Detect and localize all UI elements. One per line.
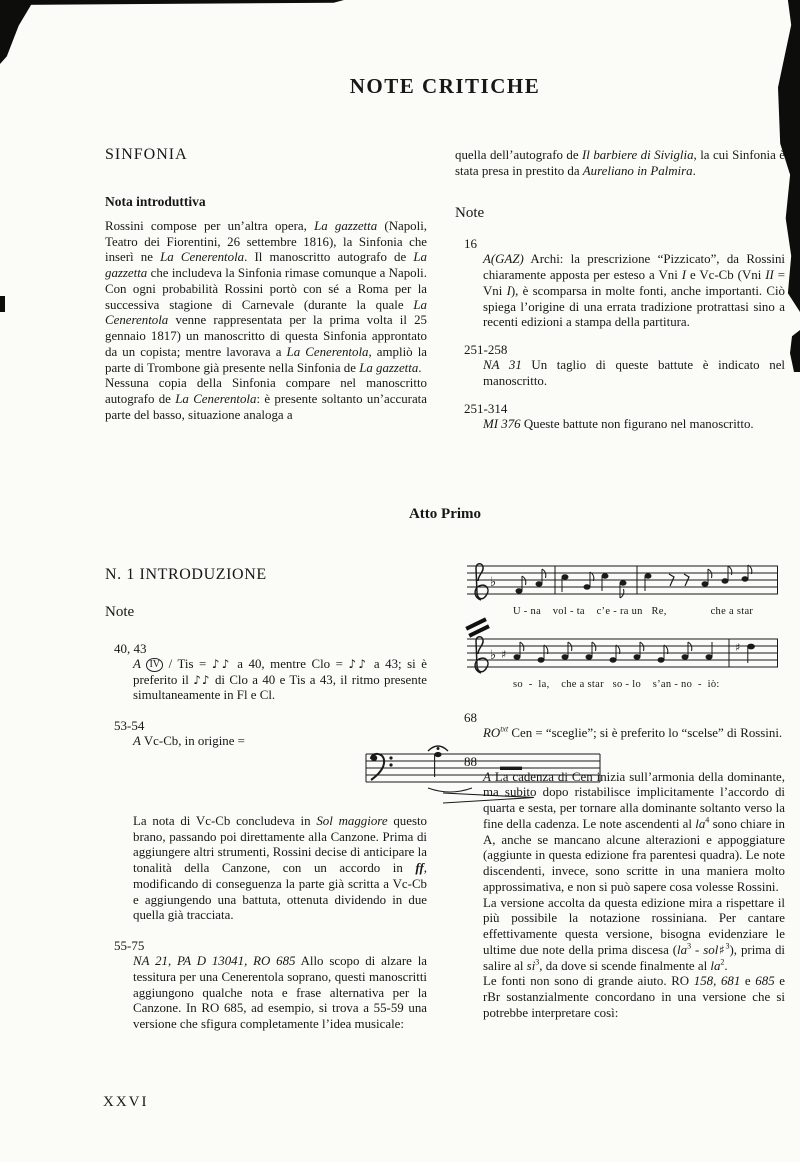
note-entry-68 — [455, 710, 785, 742]
n1-heading: N. 1 INTRODUZIONE — [105, 566, 267, 583]
note-body: A Vc-Cb, in origine = — [133, 734, 245, 749]
note-body: NA 31 Un taglio di queste battute è indicato nel manoscritto. — [483, 358, 785, 388]
note-body-continued: Le fonti non sono di grande aiuto. RO 158, 681 e 685 e rBr sostanzialmente concordano in una versione che si potrebbe interpretare così: — [483, 974, 786, 1020]
lyrics-line-1: U - na vol - ta c’e - ra un Re, che a star — [513, 606, 754, 617]
note-entry-251-314 — [455, 401, 785, 433]
bass-clef-icon — [371, 754, 393, 780]
note-ref: 251-258 — [464, 342, 508, 358]
n1-notes-heading: Note — [105, 604, 135, 620]
sinfonia-intro-paragraph-2: Nessuna copia della Sinfonia compare nel manoscritto autografo de La Cenerentola: è presente soltanto un’accurata parte del basso, situazione analoga a — [105, 376, 427, 422]
note-entry-40-43 — [105, 641, 427, 704]
note-body: A IV / Tis = ♪♪ a 40, mentre Clo = ♪♪ a 43; si è preferito il ♪♪ di Clo a 40 e Tis a 43, il ritmo presente simultaneamente in Fl e Cl. — [133, 657, 428, 703]
sinfonia-left-column — [105, 146, 427, 424]
vc-cb-paragraph: La nota di Vc-Cb concludeva in Sol maggiore questo brano, passando poi direttamente alla Canzone. Prima di aggiungere altri strumenti, Rossini decise di anticipare la tonalità della Canzone, con un accordo in ff, modificando di conseguenza la parte già scritta a Vc-Cb e aggiungendo una battuta, ottenuta dividendo in due quella già tracciata. — [133, 813, 427, 923]
note-entry-16 — [455, 236, 785, 331]
note-body: NA 21, PA D 13041, RO 685 Allo scopo di alzare la tessitura per una Cenerentola soprano, questi manoscritti aggiungono qualche nota e frase alternativa per la Canzone. In RO 685, ad esempio, si trova a 55-59 una versione che sfigura completamente l’idea musicale: — [133, 954, 427, 1032]
svg-text:♯: ♯ — [501, 648, 507, 661]
svg-text:♭: ♭ — [490, 648, 497, 663]
svg-text:♯: ♯ — [735, 641, 741, 654]
note-entry-88 — [455, 754, 785, 1022]
note-ref: 16 — [464, 236, 477, 252]
note-ref: 55-75 — [114, 938, 145, 954]
sinfonia-right-column — [455, 148, 785, 432]
scan-artifact-right-blob — [790, 330, 800, 372]
sinfonia-heading: SINFONIA — [105, 146, 188, 163]
scan-artifact-left-nub — [0, 296, 5, 312]
note-entry-55-75 — [105, 938, 427, 1033]
note-ref: 88 — [464, 753, 477, 769]
vocal-staff-1 — [467, 560, 779, 606]
note-entry-251-258 — [455, 342, 785, 389]
note-ref: 53-54 — [114, 718, 145, 734]
note-body-continued: La versione accolta da questa edizione mira a rispettare il più possibile la notazione rossiniana. Per cantare effettivamente questa versione, bisogna evidenziare le ultime due note della prima discesa ($la^3$ - sol♯$^3$), prima di salire al $si^3$, da dove si scende finalmente al $la^2$. — [483, 895, 785, 973]
nota-introduttiva-heading: Nota introduttiva — [105, 194, 206, 209]
scan-artifact-top-left-corner — [0, 0, 34, 64]
note-body: MI 376 Queste battute non figurano nel manoscritto. — [483, 416, 754, 431]
note-ref: 251-314 — [464, 400, 508, 416]
note-ref: 40, 43 — [114, 641, 147, 656]
system-separator-mark — [465, 622, 495, 642]
lyrics-line-2: so - la, che a star so - lo s’an - no - iò: — [513, 679, 720, 690]
atto-primo-heading: Atto Primo — [408, 506, 482, 522]
scan-artifact-top-edge — [0, 0, 344, 5]
sinfonia-intro-paragraph-1: Rossini compose per un’altra opera, La gazzetta (Napoli, Teatro dei Fiorentini, 26 settembre 1816), la Sinfonia che inserì ne La Cenerentola. Il manoscritto autografo de La gazzetta che includeva la Sinfonia rimase comunque a Napoli. Con ogni probabilità Rossini portò con sé a Roma per la successiva stagione di Carnevale (durante la quale La Cenerentola venne rappresentata per la prima volta il 25 gennaio 1817) un manoscritto di questa Sinfonia approntato da un copista; mentre lavorava a La Cenerentola, ampliò la parte di Trombone già presente nella Sinfonia de La gazzetta. — [105, 219, 428, 375]
page-title: NOTE CRITICHE — [349, 74, 541, 98]
treble-clef-icon — [475, 564, 488, 600]
treble-clef-icon — [475, 637, 488, 673]
vocal-staff-2 — [467, 633, 779, 679]
note-body: $RO^{txt}$ Cen = “sceglie”; si è preferito lo “scelse” di Rossini. — [483, 724, 783, 740]
fermata-icon — [428, 746, 448, 751]
act1-right-column — [455, 560, 785, 1021]
svg-text:♭: ♭ — [490, 575, 497, 590]
sinfonia-notes-heading: Note — [455, 205, 485, 222]
note-body: A(GAZ) Archi: la prescrizione “Pizzicato”, da Rossini chiaramente apposta per esteso a Vni I e Vc-Cb (Vni II = Vni I), è scomparsa in molte fonti, anche importanti. Ciò spiega l’origine di una errata tradizione protrattasi sino a recenti edizioni a stampa della partitura. — [483, 252, 786, 330]
note-ref: 68 — [464, 710, 477, 725]
sinfonia-continuation-paragraph: quella dell’autografo de Il barbiere di Siviglia, la cui Sinfonia è stata presa in prestito da Aureliano in Palmira. — [455, 148, 785, 178]
note-body: A La cadenza di Cen inizia sull’armonia della dominante, ma subito dopo ristabilisce implicitamente l’accordo di quarta e sesta, per tornare alla dominante soltanto verso la fine della cadenza. Le note ascendenti al $la^4$ sono chiare in A, anche se mancano alcune alterazioni e appoggiature (aggiunte in questa edizione fra parentesi quadra). Le note discendenti, invece, sono scritte in una maniera molto approssimativa, e non si può sapere cosa volesse Rossini. — [483, 769, 785, 894]
page-number: XXVI — [103, 1094, 149, 1110]
